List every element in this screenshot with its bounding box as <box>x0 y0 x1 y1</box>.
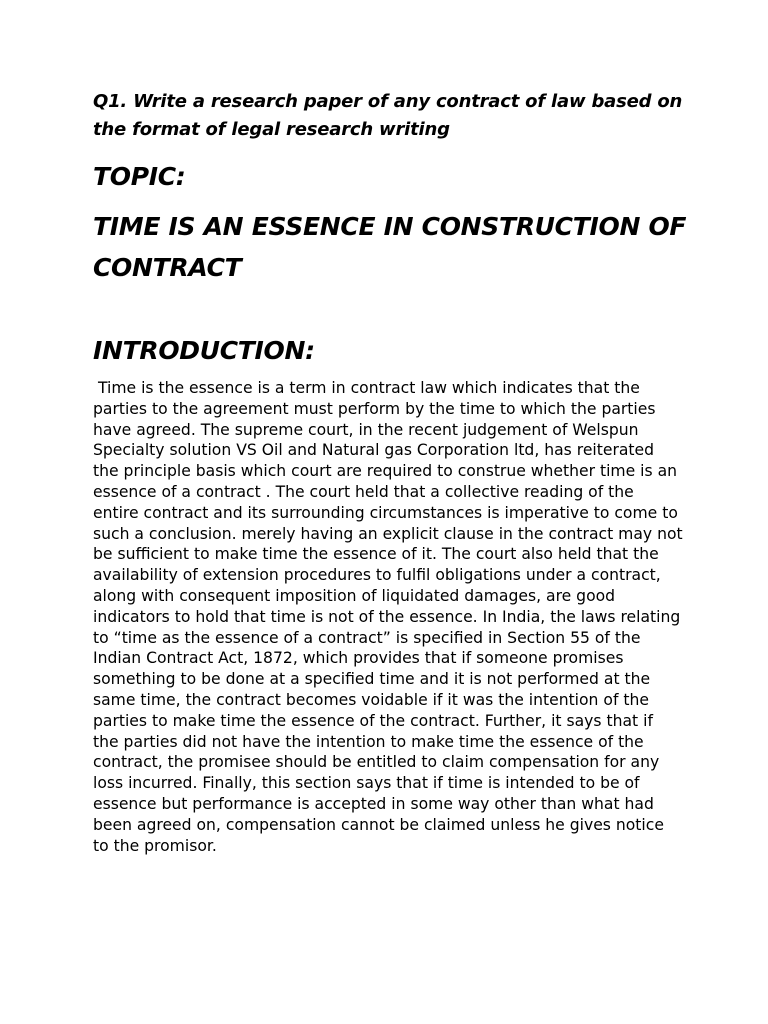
question-heading: Q1. Write a research paper of any contract of law based on the format of legal research writing <box>93 91 683 140</box>
introduction-body: Time is the essence is a term in contract law which indicates that the parties to the agreement must perform by the time to which the parties have agreed. The supreme court, in the recent judgement of Welspun Specialty solution VS Oil and Natural gas Corporation ltd, has reiterated the principle basis which court are required to construe whether time is an essence of a contract . The court held that a collective reading of the entire contract and its surrounding circumstances is imperative to come to such a conclusion. merely having an explicit clause in the contract may not be sufficient to make time the essence of it. The court also held that the availability of extension procedures to fulfil obligations under a contract, along with consequent imposition of liquidated damages, are good indicators to hold that time is not of the essence. In India, the laws relating to “time as the essence of a contract” is specified in Section 55 of the Indian Contract Act, 1872, which provides that if someone promises something to be done at a specified time and it is not performed at the same time, the contract becomes voidable if it was the intention of the parties to make time the essence of the contract. Further, it says that if the parties did not have the intention to make time the essence of the contract, the promisee should be entitled to claim compensation for any loss incurred. Finally, this section says that if time is intended to be of essence but performance is accepted in some way other than what had been agreed on, compensation cannot be claimed unless he gives notice to the promisor. <box>93 379 688 855</box>
topic-title: TIME IS AN ESSENCE IN CONSTRUCTION OF CONTRACT <box>93 212 687 282</box>
introduction-heading: INTRODUCTION: <box>93 336 315 365</box>
topic-label: TOPIC: <box>93 162 186 191</box>
